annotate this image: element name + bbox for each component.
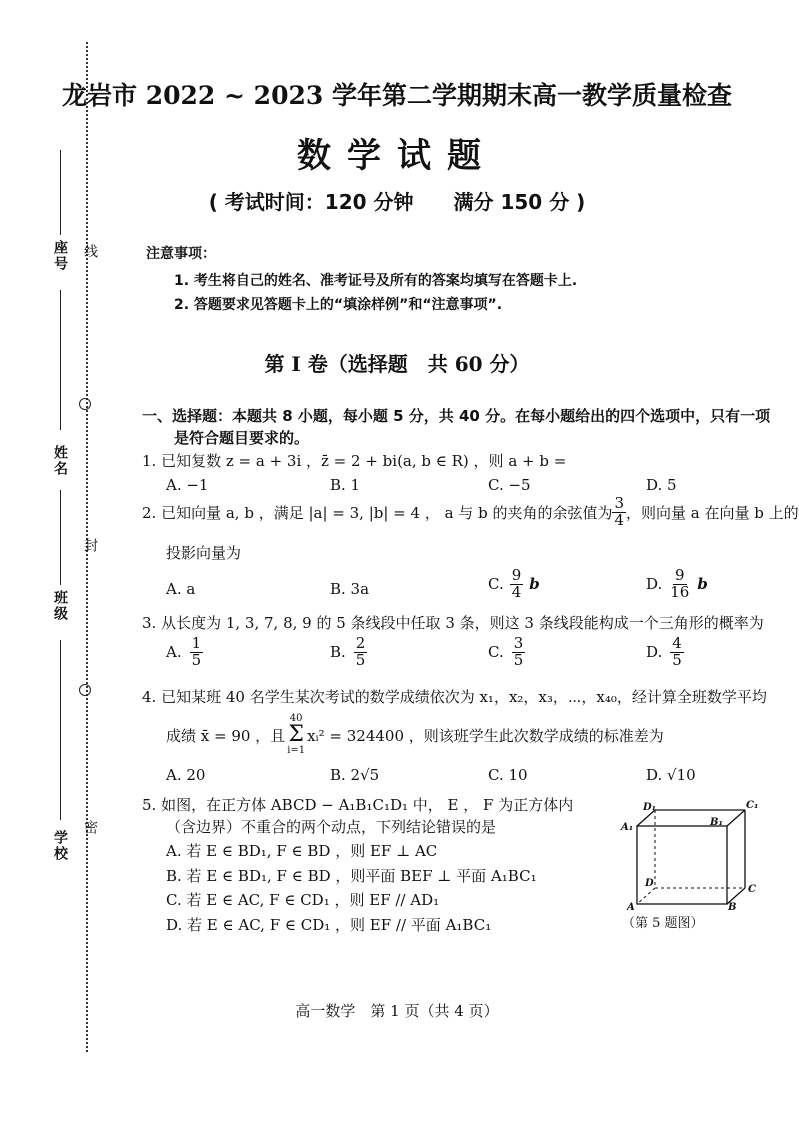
frac-den: 5 — [672, 650, 682, 669]
q3-option-d-label: D. — [646, 643, 663, 662]
seal-char: 封 — [82, 538, 98, 554]
part-instructions — [142, 405, 782, 449]
frac-den: 16 — [670, 582, 690, 601]
q3-option-d — [646, 636, 684, 669]
notice-item: 1. 考生将自己的姓名、准考证号及所有的答案均填写在答题卡上. — [174, 273, 578, 289]
cube-edge — [727, 810, 745, 826]
q2-option-c-label: C. — [488, 575, 504, 594]
q4-option-d: D. √10 — [646, 766, 696, 784]
q2-option-b: B. 3a — [330, 580, 370, 598]
label-c1: C₁ — [746, 800, 759, 811]
q2-option-d-label: D. — [646, 575, 663, 594]
q2-frac-num: 3 — [614, 494, 624, 512]
class-label: 班级 — [52, 590, 68, 622]
q1-option-b: B. 1 — [330, 476, 361, 494]
label-a1: A₁ — [621, 822, 634, 833]
seat-label: 座号 — [52, 240, 68, 272]
question-2-stem — [142, 496, 799, 529]
exam-info: ( 考试时间：120 分钟 满分 150 分 ) — [208, 190, 586, 214]
frac-num: 9 — [675, 566, 685, 584]
q2-option-c — [488, 568, 540, 601]
q2-fraction — [612, 496, 626, 529]
frac-den: 4 — [511, 582, 522, 601]
q5-option-b: B. 若 E ∈ BD₁, F ∈ BD ，则平面 BEF ⊥ 平面 A₁BC₁ — [166, 867, 537, 885]
question-4-stem-line2 — [166, 714, 664, 756]
q3-option-a-frac — [190, 636, 204, 669]
school-label: 学校 — [52, 830, 68, 862]
exam-header: 龙岩市 2022 ~ 2023 学年第二学期期末高一教学质量检查 — [62, 81, 732, 110]
q4-stem-post: xᵢ² = 324400 ，则该班学生此次数学成绩的标准差为 — [307, 726, 664, 745]
binding-circle — [79, 684, 91, 696]
q4-option-c: C. 10 — [488, 766, 528, 784]
label-a: A — [627, 902, 635, 913]
sigma-icon: Σ — [288, 722, 304, 747]
notice-item: 2. 答题要求见答题卡上的“填涂样例”和“注意事项”. — [174, 297, 503, 313]
cube-hidden-edge — [637, 888, 655, 904]
binding-circle — [79, 398, 91, 410]
sum-upper: 40 — [289, 713, 303, 724]
q5-option-a: A. 若 E ∈ BD₁, F ∈ BD ，则 EF ⊥ AC — [166, 842, 438, 860]
frac-num: 9 — [511, 566, 522, 584]
q3-option-b-frac — [354, 636, 368, 669]
q2-option-d-frac — [668, 568, 691, 601]
q3-option-d-frac — [670, 636, 684, 669]
page-footer: 高一数学 第 1 页（共 4 页） — [295, 1002, 499, 1020]
section-title: 第 I 卷（选择题 共 60 分） — [264, 352, 530, 376]
q1-option-d: D. 5 — [646, 476, 677, 494]
summation-symbol — [287, 714, 305, 756]
q2-frac-den: 4 — [614, 510, 624, 529]
class-blank — [60, 490, 61, 585]
q2-option-d-var: b — [697, 575, 708, 594]
q1-option-c: C. −5 — [488, 476, 531, 494]
question-5-stem-line2: （含边界）不重合的两个动点，下列结论错误的是 — [166, 818, 497, 836]
q3-option-b — [330, 636, 367, 669]
sum-lower: i=1 — [287, 745, 306, 756]
q2-stem-line2: 投影向量为 — [166, 544, 242, 562]
name-label: 姓名 — [52, 445, 68, 477]
q2-option-d — [646, 568, 708, 601]
q2-stem-pre: 2. 已知向量 a, b ，满足 |a| = 3, |b| = 4 ， a 与 b 的夹角的余弦值为 — [142, 503, 613, 522]
notice-title: 注意事项： — [146, 246, 216, 262]
q4-option-a: A. 20 — [166, 766, 206, 784]
frac-num: 4 — [672, 634, 682, 652]
q1-option-a: A. −1 — [166, 476, 209, 494]
question-5-stem: 5. 如图，在正方体 ABCD − A₁B₁C₁D₁ 中， E ， F 为正方体内 — [142, 796, 574, 814]
q3-option-a — [166, 636, 203, 669]
secret-char: 密 — [82, 820, 98, 836]
line-char: 线 — [82, 244, 98, 260]
q2-stem-post: ，则向量 a 在向量 b 上的 — [626, 503, 799, 522]
q3-option-a-label: A. — [166, 643, 182, 662]
label-b1: B₁ — [710, 817, 723, 828]
q3-option-b-label: B. — [330, 643, 346, 662]
part-instructions-line: 一、选择题：本题共 8 小题，每小题 5 分，共 40 分。在每小题给出的四个选项中，只有一项 — [142, 407, 771, 425]
frac-den: 5 — [355, 650, 366, 669]
q3-option-c-label: C. — [488, 643, 504, 662]
frac-den: 5 — [191, 650, 202, 669]
school-blank — [60, 640, 61, 820]
q5-option-d: D. 若 E ∈ AC, F ∈ CD₁ ，则 EF // 平面 A₁BC₁ — [166, 916, 492, 934]
q3-option-c-frac — [512, 636, 526, 669]
label-d1: D₁ — [643, 802, 657, 813]
label-d: D — [645, 878, 654, 889]
question-4-stem: 4. 已知某班 40 名学生某次考试的数学成绩依次为 x₁，x₂，x₃，⋯，x₄₀，经计算全班数学平均 — [142, 688, 767, 706]
q3-option-c — [488, 636, 525, 669]
q2-option-c-var: b — [529, 575, 540, 594]
q4-stem-pre: 成绩 x̄ = 90 ，且 — [166, 726, 286, 745]
q5-option-c: C. 若 E ∈ AC, F ∈ CD₁ ，则 EF // AD₁ — [166, 891, 440, 909]
q2-option-c-frac — [510, 568, 524, 601]
cube-figure — [615, 798, 759, 913]
label-b: B — [728, 902, 737, 913]
subject-title: 数学试题 — [297, 136, 497, 176]
frac-num: 3 — [513, 634, 524, 652]
q4-option-b: B. 2√5 — [330, 766, 380, 784]
frac-num: 1 — [191, 634, 202, 652]
frac-den: 5 — [513, 650, 524, 669]
figure-caption: （第 5 题图） — [622, 916, 704, 931]
q2-option-a: A. a — [166, 580, 196, 598]
question-3-stem: 3. 从长度为 1, 3, 7, 8, 9 的 5 条线段中任取 3 条，则这 3 条线段能构成一个三角形的概率为 — [142, 614, 764, 632]
frac-num: 2 — [355, 634, 366, 652]
part-instructions-line: 是符合题目要求的。 — [174, 429, 310, 447]
question-1-stem: 1. 已知复数 z = a + 3i ，z̄ = 2 + bi(a, b ∈ R) ，则 a + b = — [142, 452, 567, 470]
label-c: C — [748, 884, 756, 895]
